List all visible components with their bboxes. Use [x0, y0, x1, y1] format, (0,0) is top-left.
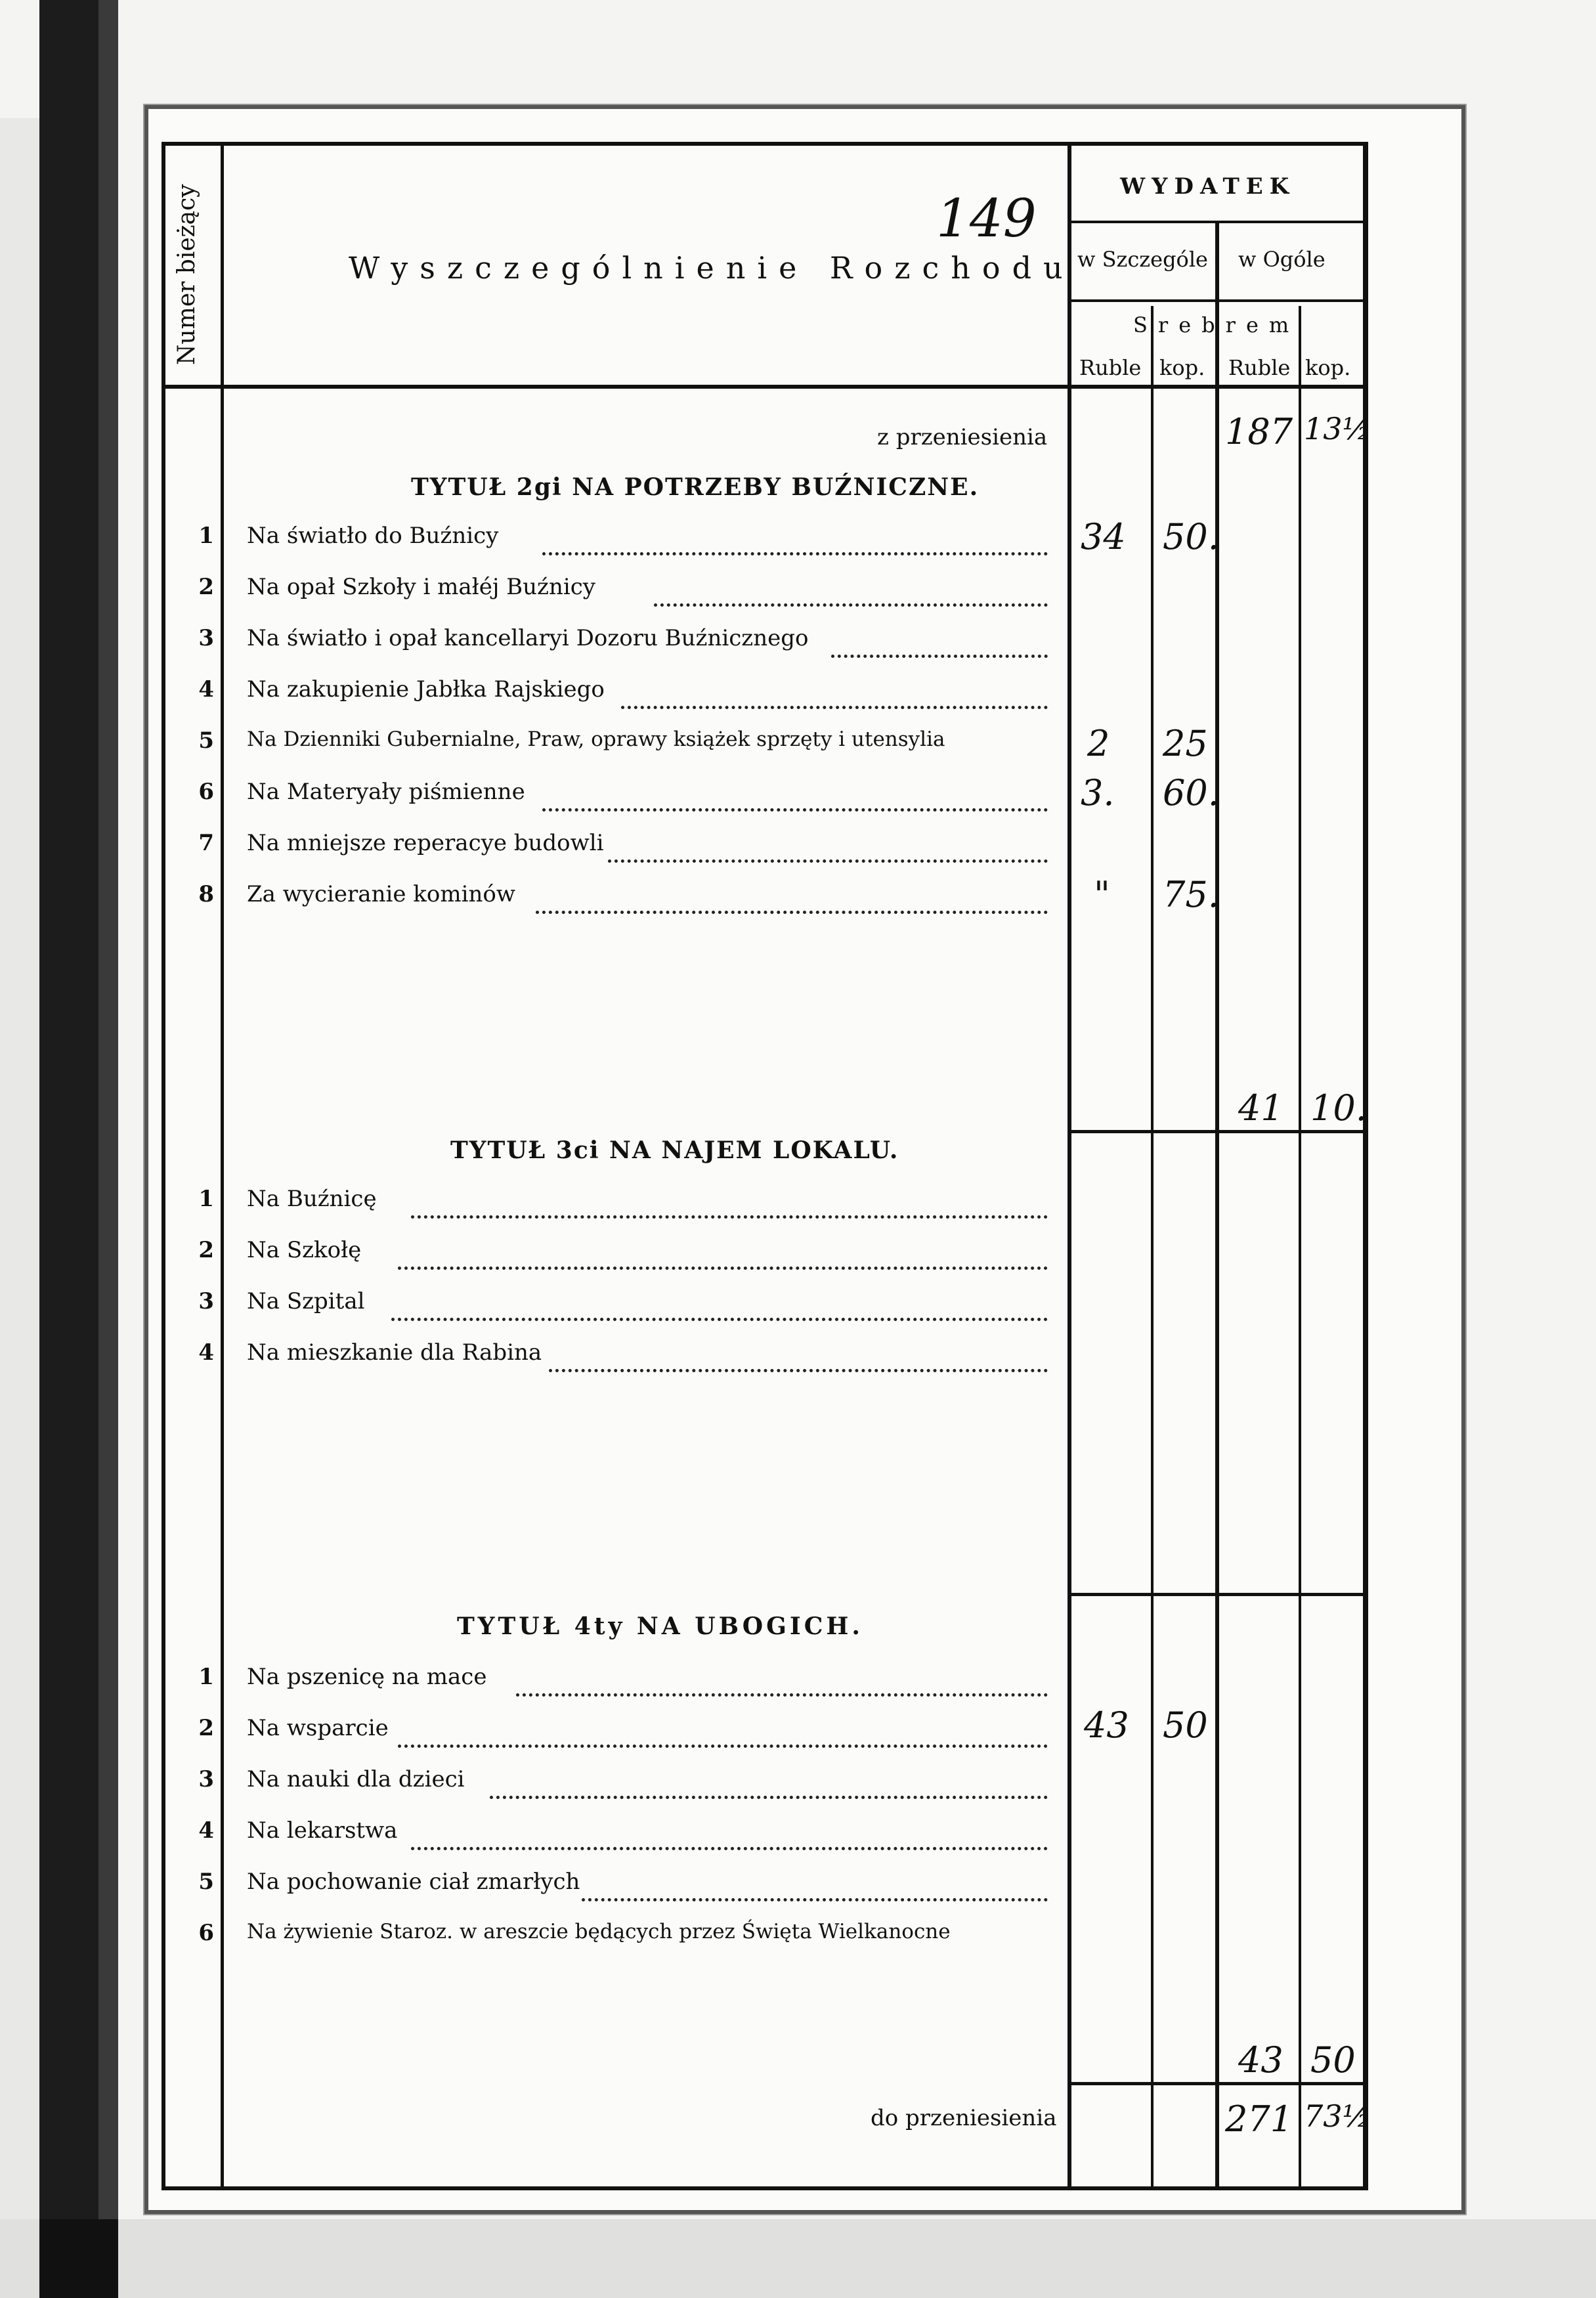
title2-heading: TYTUŁ 2gi NA POTRZEBY BUŹNICZNE. [411, 473, 980, 501]
row-rub: 43 [1084, 1704, 1129, 1746]
row-label: Na lekarstwa [247, 1817, 398, 1844]
row-rub: 3. [1081, 772, 1115, 813]
leader-dots [608, 859, 1048, 863]
title4-total-kop: 50 [1310, 2039, 1356, 2081]
carry-out-kop: 73½ [1304, 2098, 1372, 2134]
row-number: 2 [198, 574, 214, 600]
row-number: 4 [198, 676, 214, 703]
row-number: 1 [198, 1664, 214, 1690]
row-number: 2 [198, 1715, 214, 1741]
row-label: Na pszenicę na mace [247, 1664, 487, 1690]
col-kop2-line [1299, 306, 1301, 2190]
row-label: Na żywienie Staroz. w areszcie będących przez Święta Wielkanocne [247, 1920, 951, 1943]
carry-out-rub: 271 [1225, 2098, 1293, 2140]
hdr-line-bottom [162, 385, 1368, 389]
rub-header-2: Ruble [1228, 355, 1291, 380]
title2-total-rub: 41 [1238, 1087, 1283, 1129]
row-kop: 60. [1163, 772, 1219, 813]
row-kop: 75. [1163, 874, 1219, 915]
row-number: 5 [198, 1869, 214, 1895]
carry-in-rub: 187 [1225, 411, 1293, 452]
number-column-label: Numer bieżący [173, 184, 200, 365]
row-label: Na Dzienniki Gubernialne, Praw, oprawy książek sprzęty i utensylia [247, 727, 945, 751]
page-title: Wyszczególnienie Rozchodu [349, 250, 1075, 286]
leader-dots [549, 1369, 1048, 1372]
col-desc-line [1068, 142, 1071, 2190]
leader-dots [398, 1745, 1048, 1748]
leader-dots [621, 706, 1048, 709]
leader-dots [411, 1215, 1048, 1219]
leader-dots [654, 603, 1048, 607]
row-label: Na opał Szkoły i małéj Buźnicy [247, 574, 595, 600]
row-rub: 2 [1087, 723, 1110, 764]
detail-header: w Szczególe [1077, 247, 1208, 272]
ledger-sheet [144, 105, 1465, 2214]
row-number: 4 [198, 1339, 214, 1366]
row-number: 1 [198, 1186, 214, 1212]
carry-in-label: z przeniesienia [877, 424, 1048, 450]
row-number: 8 [198, 881, 214, 907]
kop-header-2: kop. [1305, 355, 1351, 380]
row-label: Na wsparcie [247, 1715, 389, 1741]
previous-page-edge [0, 118, 43, 2219]
leader-dots [582, 1898, 1048, 1901]
leader-dots [411, 1847, 1048, 1850]
total-header: w Ogóle [1238, 247, 1326, 272]
title3-heading: TYTUŁ 3ci NA NAJEM LOKALU. [450, 1137, 899, 1164]
row-label: Na Buźnicę [247, 1186, 377, 1212]
leader-dots [391, 1318, 1048, 1321]
row-label: Na światło i opał kancellaryi Dozoru Buźnicznego [247, 625, 809, 651]
rub-header-1: Ruble [1079, 355, 1142, 380]
leader-dots [542, 808, 1048, 812]
title2-total-line [1068, 1130, 1368, 1133]
row-label: Na Materyały piśmienne [247, 779, 525, 805]
row-label: Na nauki dla dzieci [247, 1766, 465, 1792]
leader-dots [398, 1267, 1048, 1270]
expense-header: WYDATEK [1120, 173, 1296, 200]
hdr-line-2 [1068, 299, 1368, 302]
title2-total-kop: 10. [1310, 1087, 1367, 1129]
row-label: Na Szpital [247, 1288, 365, 1314]
leader-dots [536, 911, 1048, 914]
col-number-line [221, 142, 224, 2190]
row-number: 1 [198, 523, 214, 549]
frame-top [162, 142, 1368, 146]
title4-heading: TYTUŁ 4ty NA UBOGICH. [457, 1613, 863, 1640]
leader-dots [542, 552, 1048, 555]
page-number: 149 [936, 188, 1037, 249]
kop-header-1: kop. [1159, 355, 1205, 380]
row-number: 3 [198, 1766, 214, 1792]
row-label: Na Szkołę [247, 1237, 362, 1263]
row-label: Za wycieranie kominów [247, 881, 515, 907]
title4-total-line [1068, 2082, 1368, 2085]
silver-header: Srebrem [1133, 313, 1300, 337]
row-label: Na światło do Buźnicy [247, 523, 499, 549]
leader-dots [516, 1693, 1048, 1697]
row-label: Na pochowanie ciał zmarłych [247, 1869, 580, 1895]
row-kop: 50 [1163, 1704, 1208, 1746]
frame-bottom [162, 2186, 1368, 2190]
title4-total-rub: 43 [1238, 2039, 1283, 2081]
row-number: 6 [198, 1920, 214, 1946]
row-number: 7 [198, 830, 214, 856]
row-rub: 34 [1081, 516, 1126, 557]
bottom-margin [0, 2219, 1596, 2298]
carry-in-kop: 13½ [1304, 411, 1372, 446]
row-number: 2 [198, 1237, 214, 1263]
frame-right [1363, 142, 1368, 2190]
row-number: 4 [198, 1817, 214, 1844]
row-label: Na mniejsze reperacye budowli [247, 830, 604, 856]
row-kop: 25 [1163, 723, 1208, 764]
col-kop1-line [1151, 306, 1154, 2190]
row-label: Na zakupienie Jabłka Rajskiego [247, 676, 605, 703]
hdr-line-1 [1068, 221, 1368, 223]
row-number: 5 [198, 727, 214, 754]
row-label: Na mieszkanie dla Rabina [247, 1339, 542, 1366]
row-number: 3 [198, 625, 214, 651]
row-kop: 50. [1163, 516, 1219, 557]
leader-dots [831, 655, 1048, 658]
row-number: 3 [198, 1288, 214, 1314]
leader-dots [490, 1796, 1048, 1799]
carry-out-label: do przeniesienia [871, 2105, 1057, 2131]
binding-strip [98, 0, 118, 2298]
row-rub: " [1094, 874, 1110, 915]
row-number: 6 [198, 779, 214, 805]
title3-total-line [1068, 1593, 1368, 1596]
bottom-binding-shadow [39, 2219, 118, 2298]
frame-left [162, 142, 165, 2190]
